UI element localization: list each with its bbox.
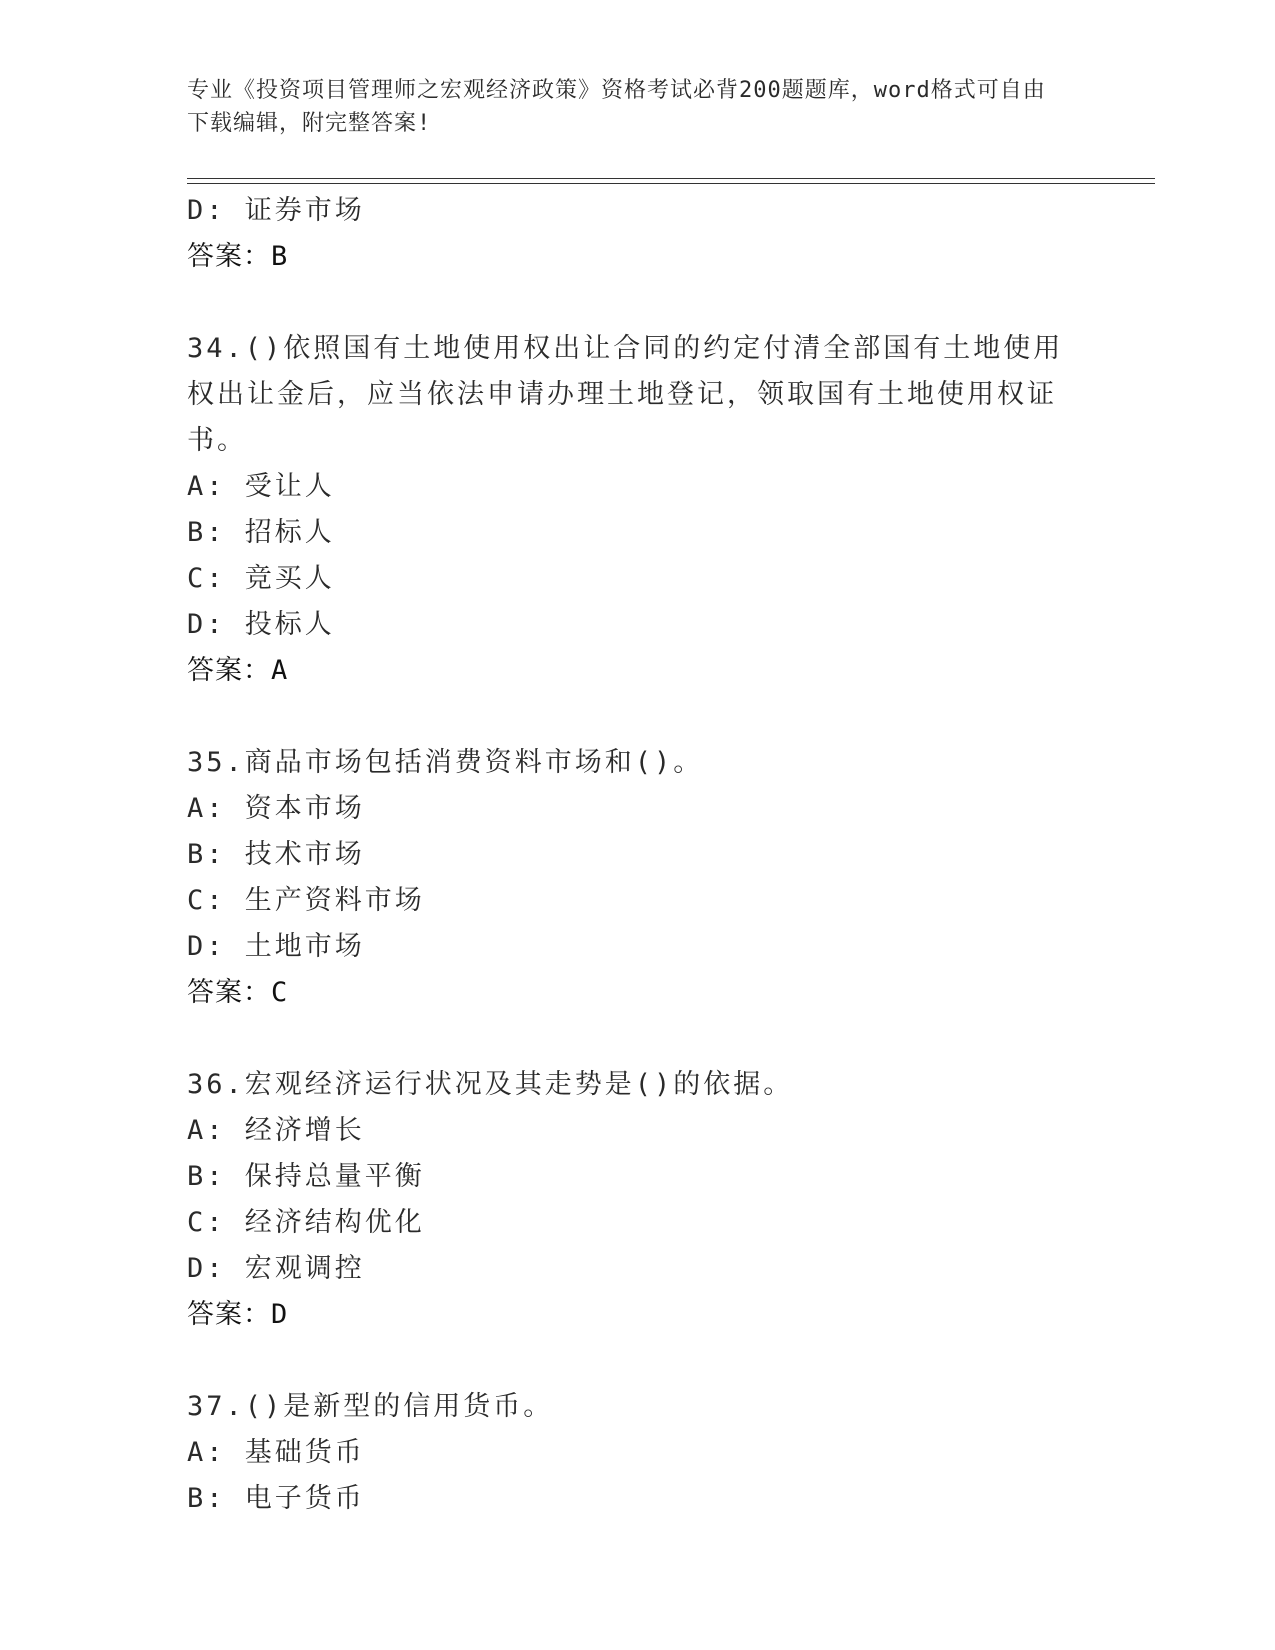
answer-value: D [271, 1299, 289, 1330]
answer-label: 答案： [187, 241, 271, 272]
spacer [187, 1016, 1087, 1062]
answer-value: A [271, 655, 289, 686]
option-b: B: 技术市场 [187, 839, 365, 870]
option-a: A: 受让人 [187, 471, 335, 502]
answer-label: 答案： [187, 655, 271, 686]
answer-label: 答案： [187, 977, 271, 1008]
question-stem-35: 35.商品市场包括消费资料市场和()。 [187, 747, 704, 778]
option-b: B: 电子货币 [187, 1483, 365, 1514]
option-d: D: 土地市场 [187, 931, 365, 962]
option-b: B: 招标人 [187, 517, 335, 548]
option-c: C: 经济结构优化 [187, 1207, 425, 1238]
option-b: B: 保持总量平衡 [187, 1161, 425, 1192]
answer-value: C [271, 977, 289, 1008]
question-stem-36: 36.宏观经济运行状况及其走势是()的依据。 [187, 1069, 794, 1100]
option-d: D: 宏观调控 [187, 1253, 365, 1284]
option-d: D: 证券市场 [187, 195, 365, 226]
spacer [187, 1338, 1087, 1384]
answer-line [187, 648, 1087, 694]
question-content [187, 188, 1087, 1522]
question-stem-37: 37.()是新型的信用货币。 [187, 1391, 554, 1422]
spacer [187, 694, 1087, 740]
spacer [187, 280, 1087, 326]
option-a: A: 基础货币 [187, 1437, 365, 1468]
answer-line [187, 970, 1087, 1016]
option-c: C: 生产资料市场 [187, 885, 425, 916]
option-a: A: 资本市场 [187, 793, 365, 824]
header-divider-top [187, 178, 1155, 179]
answer-line [187, 234, 1087, 280]
option-a: A: 经济增长 [187, 1115, 365, 1146]
option-c: C: 竞买人 [187, 563, 335, 594]
header-divider-bottom [187, 183, 1155, 184]
document-header: 专业《投资项目管理师之宏观经济政策》资格考试必背200题题库，word格式可自由下载编辑，附完整答案! [187, 78, 1046, 136]
question-stem-34: 34.()依照国有土地使用权出让合同的约定付清全部国有土地使用权出让金后，应当依法申请办理土地登记，领取国有土地使用权证书。 [187, 333, 1064, 456]
option-d: D: 投标人 [187, 609, 335, 640]
answer-value: B [271, 241, 289, 272]
answer-line [187, 1292, 1087, 1338]
answer-label: 答案： [187, 1299, 271, 1330]
